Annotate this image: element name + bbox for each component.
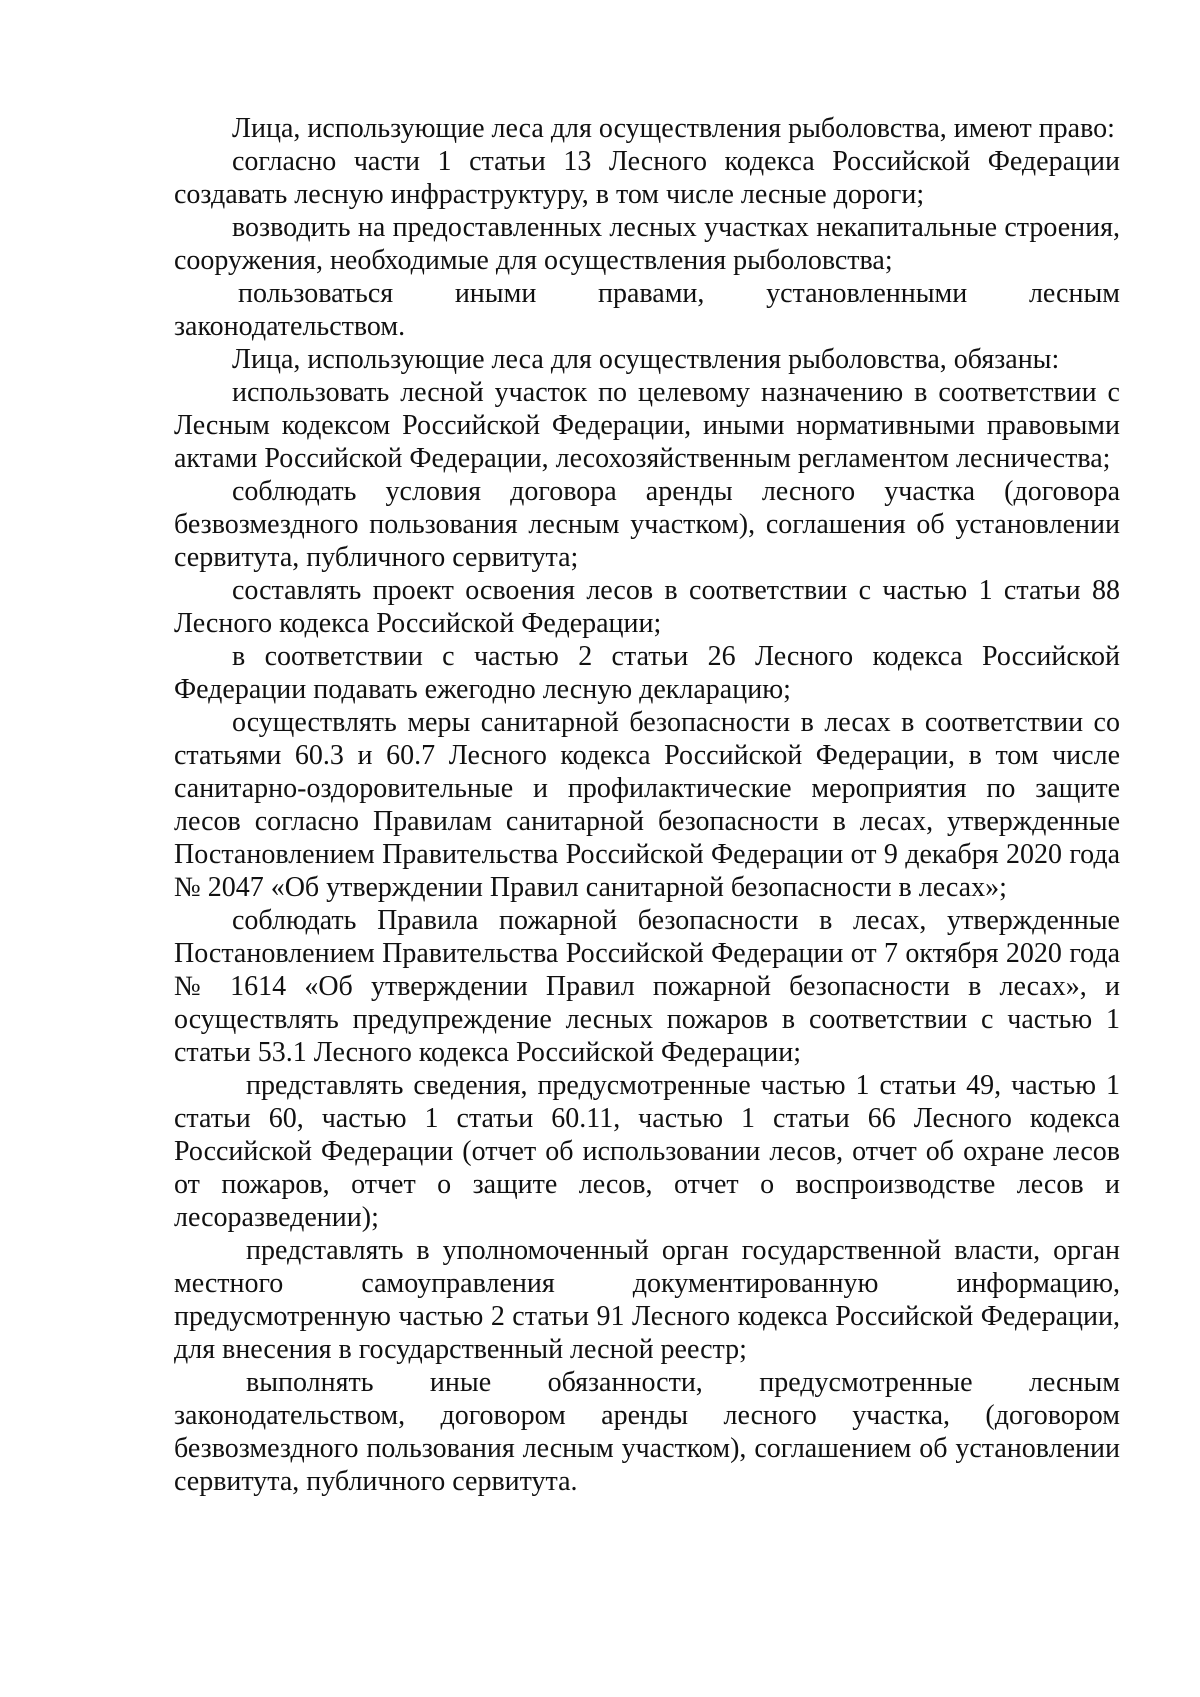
paragraph-intended-use: использовать лесной участок по целевому назначению в соответствии с Лесным кодексом Российской Федерации, иными нормативными правовыми актами Российской Федерации, лесохозяйственным регламентом лесничества; — [174, 377, 1120, 474]
paragraph-rights-intro: Лица, использующие леса для осуществления рыболовства, имеют право: — [232, 113, 1115, 144]
paragraph-sanitary-safety: осуществлять меры санитарной безопасности в лесах в соответствии со статьями 60.3 и 60.7 Лесного кодекса Российской Федерации, в том числе санитарно-оздоровительные и профилактические мероприятия по защите лесов согласно Правилам санитарной безопасности в лесах, утвержденные Постановлением Правительства Российской Федерации от 9 декабря 2020 года № 2047 «Об утверждении Правил санитарной безопасности в лесах»; — [174, 707, 1120, 903]
paragraph-development-project: составлять проект освоения лесов в соответствии с частью 1 статьи 88 Лесного кодекса Российской Федерации; — [174, 575, 1120, 639]
paragraph-reports: представлять сведения, предусмотренные частью 1 статьи 49, частью 1 статьи 60, частью 1 статьи 60.11, частью 1 статьи 66 Лесного кодекса Российской Федерации (отчет об использовании лесов, отчет об охране лесов от пожаров, отчет о защите лесов, отчет о воспроизводстве лесов и лесоразведении); — [174, 1070, 1120, 1233]
paragraph-fire-safety: соблюдать Правила пожарной безопасности в лесах, утвержденные Постановлением Правительства Российской Федерации от 7 октября 2020 года № 1614 «Об утверждении Правил пожарной безопасности в лесах», и осуществлять предупреждение лесных пожаров в соответствии с частью 1 статьи 53.1 Лесного кодекса Российской Федерации; — [174, 905, 1120, 1068]
paragraph-other-obligations: выполнять иные обязанности, предусмотренные лесным законодательством, договором аренды лесного участка, (договором безвозмездного пользования лесным участком), соглашением об установлении сервитута, публичного сервитута. — [174, 1367, 1120, 1497]
paragraph-registry-info: представлять в уполномоченный орган государственной власти, орган местного самоуправления документированную информацию, предусмотренную частью 2 статьи 91 Лесного кодекса Российской Федерации, для внесения в государственный лесной реестр; — [174, 1235, 1120, 1365]
document-body — [174, 112, 1120, 1498]
paragraph-forest-declaration: в соответствии с частью 2 статьи 26 Лесного кодекса Российской Федерации подавать ежегодно лесную декларацию; — [174, 641, 1120, 705]
paragraph-obligations-intro: Лица, использующие леса для осуществления рыболовства, обязаны: — [232, 344, 1060, 375]
paragraph-structures: возводить на предоставленных лесных участках некапитальные строения, сооружения, необходимые для осуществления рыболовства; — [174, 212, 1120, 276]
paragraph-other-rights: пользоваться иными правами, установленными лесным законодательством. — [174, 278, 1120, 342]
paragraph-lease-terms: соблюдать условия договора аренды лесного участка (договора безвозмездного пользования лесным участком), соглашения об установлении сервитута, публичного сервитута; — [174, 476, 1120, 573]
paragraph-infrastructure: согласно части 1 статьи 13 Лесного кодекса Российской Федерации создавать лесную инфраструктуру, в том числе лесные дороги; — [174, 146, 1120, 210]
